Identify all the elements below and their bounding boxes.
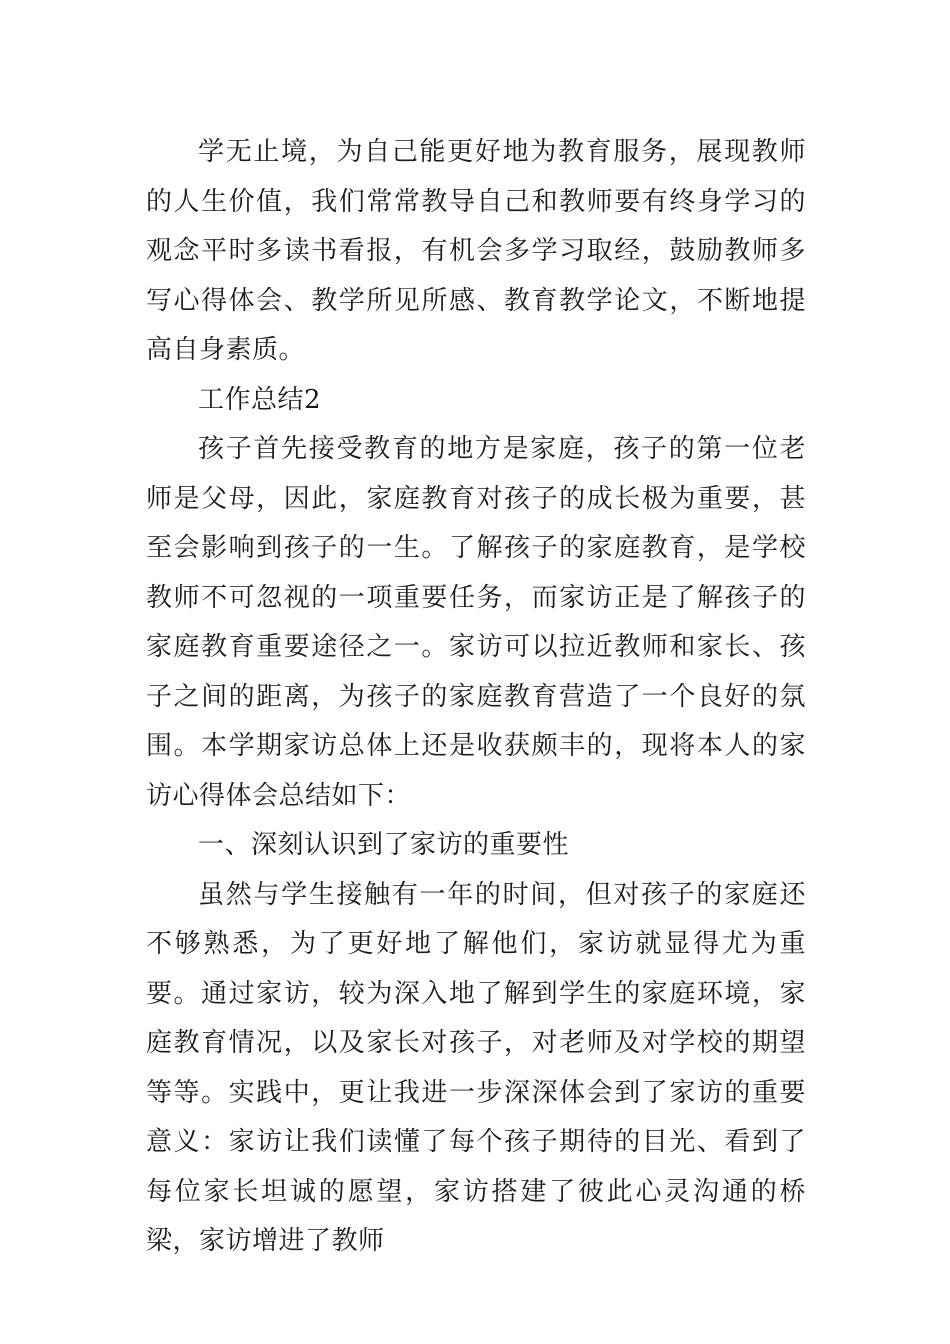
paragraph-family-education: 孩子首先接受教育的地方是家庭，孩子的第一位老师是父母，因此，家庭教育对孩子的成长极为重要，甚至会影响到孩子的一生。了解孩子的家庭教育，是学校教师不可忽视的一项重要任务，而家访正是了解孩子的家庭教育重要途径之一。家访可以拉近教师和家长、孩子之间的距离，为孩子的家庭教育营造了一个良好的氛围。本学期家访总体上还是收获颇丰的，现将本人的家访心得体会总结如下：: [146, 434, 806, 811]
section-heading-work-summary-2: 工作总结2: [198, 384, 322, 415]
paragraph-home-visit-experience: 虽然与学生接触有一年的时间，但对孩子的家庭还不够熟悉，为了更好地了解他们，家访就显得尤为重要。通过家访，较为深入地了解到学生的家庭环境，家庭教育情况，以及家长对孩子，对老师及对学校的期望等等。实践中，更让我进一步深深体会到了家访的重要意义：家访让我们读懂了每个孩子期待的目光、看到了每位家长坦诚的愿望，家访搭建了彼此心灵沟通的桥梁，家访增进了教师: [146, 879, 806, 1256]
section-heading-importance-of-home-visits: 一、深刻认识到了家访的重要性: [198, 830, 570, 860]
paragraph-lifelong-learning: 学无止境，为自己能更好地为教育服务，展现教师的人生价值，我们常常教导自己和教师要有终身学习的观念平时多读书看报，有机会多学习取经，鼓励教师多写心得体会、教学所见所感、教育教学论文，不断地提高自身素质。: [146, 137, 806, 365]
document-body: [146, 128, 806, 1267]
